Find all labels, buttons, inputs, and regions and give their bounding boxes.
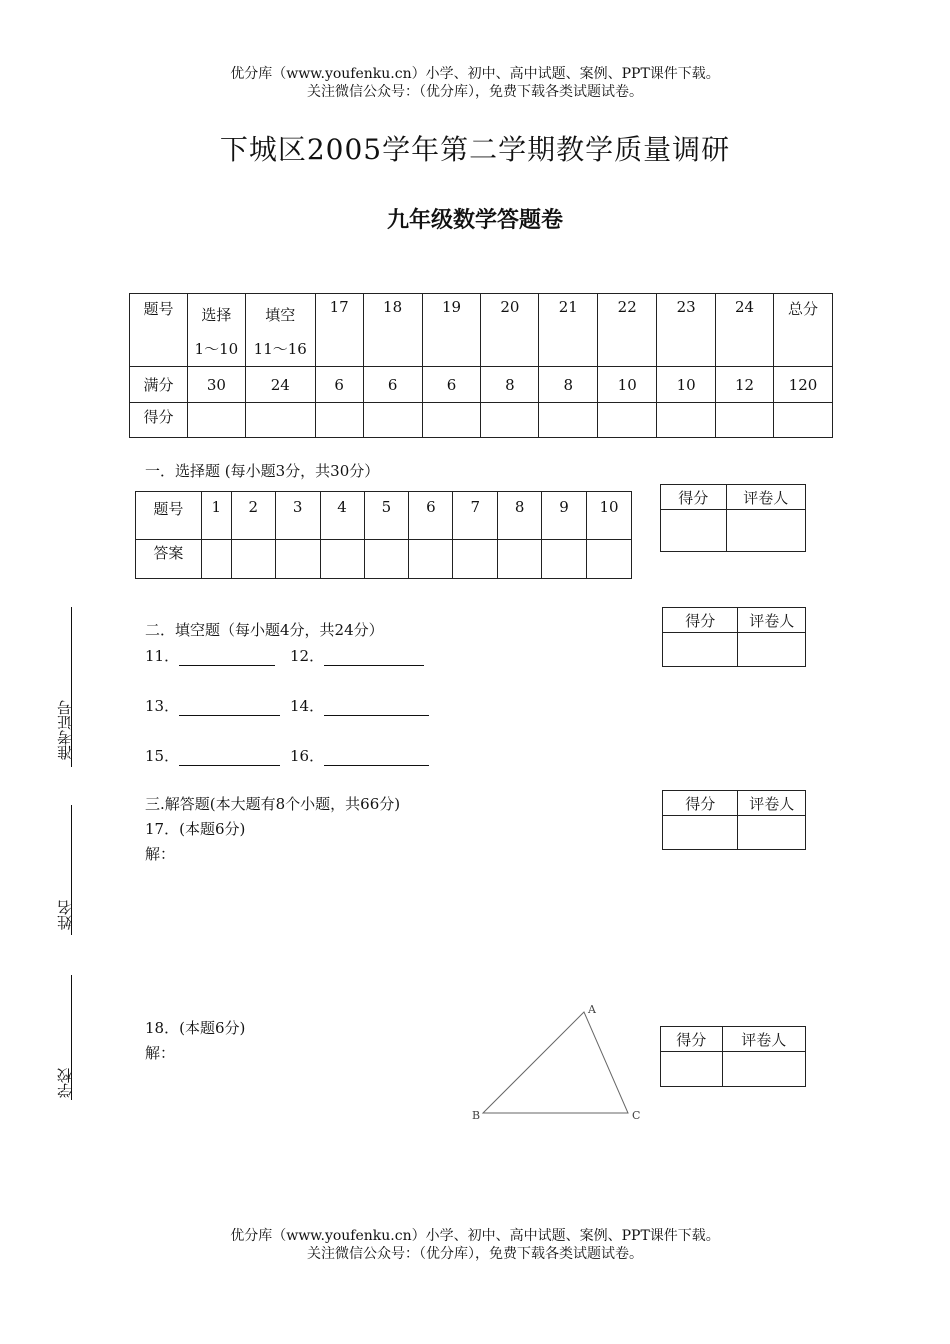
header-line-1: 优分库（www.youfenku.cn）小学、初中、高中试题、案例、PPT课件下载。 (230, 66, 720, 82)
fill-blank[interactable] (324, 651, 424, 666)
full-score-cell: 10 (598, 367, 657, 403)
grader-name-label: 评卷人 (738, 608, 806, 633)
vertex-label-b: B (472, 1109, 481, 1122)
choice-number: 9 (542, 492, 587, 540)
choice-number: 5 (364, 492, 409, 540)
fill-item-13: 13． (145, 695, 280, 716)
score-header-21: 21 (539, 294, 598, 367)
grader-score-label: 得分 (663, 791, 738, 816)
grader-name-cell[interactable] (738, 633, 806, 667)
question-18: 18．(本题6分) (145, 1019, 246, 1037)
got-score-cell[interactable] (187, 403, 245, 438)
fill-blank[interactable] (324, 751, 429, 766)
choice-number: 2 (231, 492, 275, 540)
question-17: 17．(本题6分) (145, 820, 246, 838)
fill-item-16: 16． (290, 745, 429, 766)
fill-blank[interactable] (179, 701, 280, 716)
grader-score-cell[interactable] (663, 816, 738, 850)
section1-title: 一．选择题 (每小题3分，共30分） (145, 462, 380, 480)
score-header-20: 20 (481, 294, 539, 367)
grader-box-1 (660, 484, 806, 552)
fill-item-11: 11． (145, 645, 275, 666)
answer-cell[interactable] (586, 540, 631, 579)
grader-score-label: 得分 (661, 485, 727, 510)
grader-box-3 (662, 790, 806, 850)
triangle-figure (460, 995, 650, 1130)
choice-number: 10 (586, 492, 631, 540)
answer-cell[interactable] (542, 540, 587, 579)
answer-row-label: 答案 (136, 540, 202, 579)
got-score-label: 得分 (130, 403, 188, 438)
full-score-cell: 8 (481, 367, 539, 403)
score-header-fill: 填空 11～16 (245, 294, 315, 367)
score-header-choice: 选择 1～10 (187, 294, 245, 367)
score-header-label: 题号 (130, 294, 188, 367)
grader-box-2 (662, 607, 806, 667)
got-score-cell[interactable] (315, 403, 363, 438)
got-score-cell[interactable] (773, 403, 832, 438)
full-score-cell: 10 (657, 367, 716, 403)
school-label: 学校 (56, 1068, 74, 1098)
full-score-cell: 24 (245, 367, 315, 403)
grader-name-cell[interactable] (738, 816, 806, 850)
answer-cell[interactable] (231, 540, 275, 579)
grader-name-label: 评卷人 (722, 1027, 805, 1052)
grader-box-4 (660, 1026, 806, 1087)
grader-name-label: 评卷人 (726, 485, 805, 510)
got-score-cell[interactable] (422, 403, 481, 438)
page-subtitle: 九年级数学答题卷 (386, 208, 563, 233)
full-score-cell: 30 (187, 367, 245, 403)
answer-cell[interactable] (275, 540, 320, 579)
got-score-cell[interactable] (598, 403, 657, 438)
fill-item-14: 14． (290, 695, 429, 716)
answer-cell[interactable] (364, 540, 409, 579)
answer-cell[interactable] (498, 540, 542, 579)
choice-number: 4 (320, 492, 364, 540)
full-score-cell: 6 (422, 367, 481, 403)
full-score-cell: 120 (773, 367, 832, 403)
fill-blank[interactable] (324, 701, 429, 716)
full-score-cell: 12 (716, 367, 774, 403)
fill-blank[interactable] (179, 651, 275, 666)
header-line-2: 关注微信公众号：（优分库），免费下载各类试题试卷。 (307, 84, 643, 100)
choice-number: 3 (275, 492, 320, 540)
footer-line-2: 关注微信公众号：（优分库），免费下载各类试题试卷。 (307, 1246, 643, 1262)
score-header-23: 23 (657, 294, 716, 367)
answer-label-17: 解： (145, 845, 176, 863)
grader-score-cell[interactable] (663, 633, 738, 667)
exam-id-label: 准考证号 (56, 700, 74, 760)
grader-name-cell[interactable] (726, 510, 805, 552)
fill-item-15: 15． (145, 745, 280, 766)
choice-number: 1 (201, 492, 231, 540)
choice-number: 6 (409, 492, 453, 540)
section2-title: 二．填空题（每小题4分，共24分） (145, 621, 384, 639)
got-score-cell[interactable] (539, 403, 598, 438)
grader-name-cell[interactable] (722, 1052, 805, 1087)
grader-score-label: 得分 (663, 608, 738, 633)
score-header-17: 17 (315, 294, 363, 367)
score-header-total: 总分 (773, 294, 832, 367)
choice-answer-table (135, 491, 632, 579)
grader-score-label: 得分 (661, 1027, 723, 1052)
choice-number: 7 (453, 492, 498, 540)
got-score-cell[interactable] (481, 403, 539, 438)
triangle-abc (483, 1012, 628, 1113)
answer-cell[interactable] (453, 540, 498, 579)
name-label: 姓名 (56, 900, 74, 930)
full-score-cell: 6 (363, 367, 422, 403)
choice-row-label: 题号 (136, 492, 202, 540)
full-score-cell: 8 (539, 367, 598, 403)
fill-blank[interactable] (179, 751, 280, 766)
grader-score-cell[interactable] (661, 1052, 723, 1087)
score-header-22: 22 (598, 294, 657, 367)
footer-line-1: 优分库（www.youfenku.cn）小学、初中、高中试题、案例、PPT课件下载。 (230, 1228, 720, 1244)
fill-item-12: 12． (290, 645, 424, 666)
page-title: 下城区2005学年第二学期教学质量调研 (219, 133, 731, 166)
answer-cell[interactable] (320, 540, 364, 579)
answer-cell[interactable] (201, 540, 231, 579)
section3-title: 三.解答题(本大题有8个小题，共66分) (145, 795, 401, 813)
grader-score-cell[interactable] (661, 510, 727, 552)
choice-number: 8 (498, 492, 542, 540)
score-header-24: 24 (716, 294, 774, 367)
grader-name-label: 评卷人 (738, 791, 806, 816)
vertex-label-a: A (588, 1003, 596, 1016)
answer-label-18: 解： (145, 1044, 176, 1062)
full-score-cell: 6 (315, 367, 363, 403)
answer-cell[interactable] (409, 540, 453, 579)
got-score-cell[interactable] (657, 403, 716, 438)
score-table (129, 293, 833, 438)
full-score-label: 满分 (130, 367, 188, 403)
score-header-18: 18 (363, 294, 422, 367)
vertex-label-c: C (632, 1109, 641, 1122)
got-score-cell[interactable] (716, 403, 774, 438)
got-score-cell[interactable] (363, 403, 422, 438)
got-score-cell[interactable] (245, 403, 315, 438)
score-header-19: 19 (422, 294, 481, 367)
